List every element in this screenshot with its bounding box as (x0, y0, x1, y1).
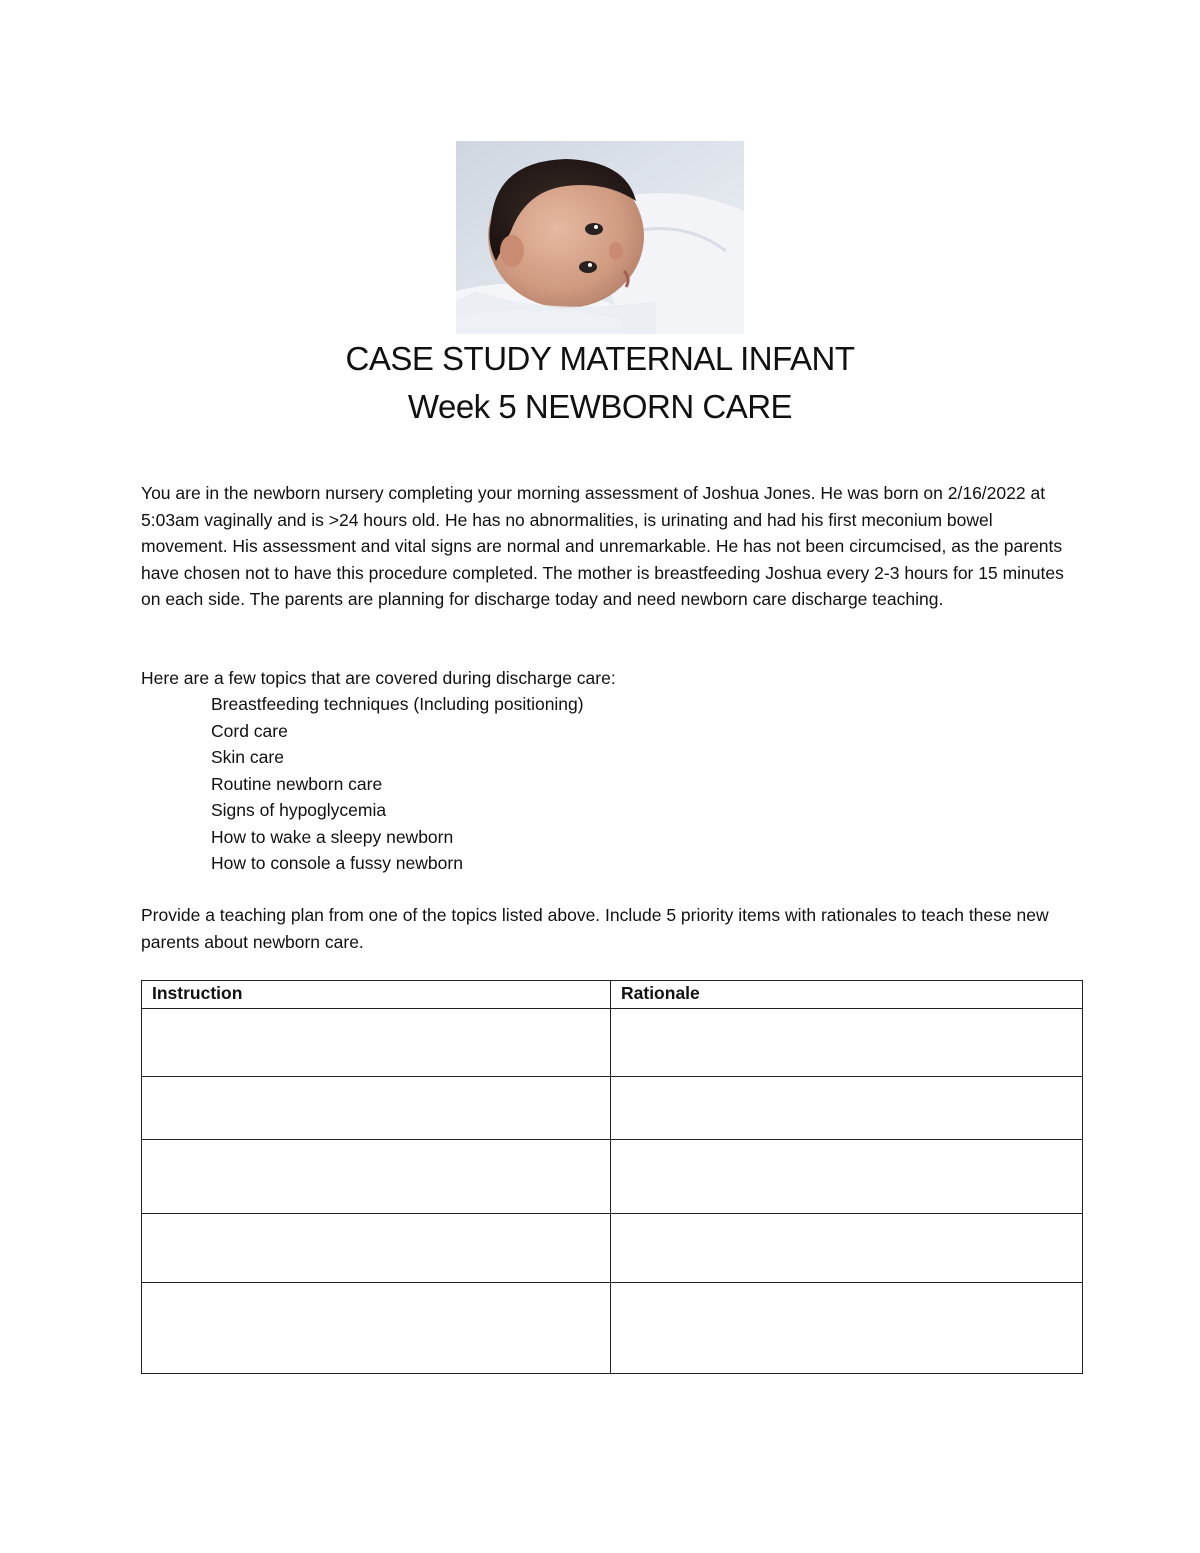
instruction-cell[interactable] (142, 1283, 611, 1374)
topics-list (211, 691, 584, 877)
table-row (142, 1140, 1083, 1214)
document-title-line1: CASE STUDY MATERNAL INFANT (345, 340, 855, 377)
instruction-cell[interactable] (142, 1214, 611, 1283)
topic-item: Skin care (211, 747, 284, 767)
topics-lead-text: Here are a few topics that are covered during discharge care: (141, 668, 616, 688)
topic-item: Cord care (211, 720, 288, 741)
topic-item: Signs of hypoglycemia (211, 800, 387, 820)
instruction-cell[interactable] (142, 1009, 611, 1077)
instruction-cell[interactable] (142, 1140, 611, 1214)
case-intro-paragraph: You are in the newborn nursery completing your morning assessment of Joshua Jones. He was born on 2/16/2022 at 5:03am vaginally and is >24 hours old. He has no abnormalities, is urinating and had his first meconium bowel movement. His assessment and vital signs are normal and unremarkable. He has not been circumcised, as the parents have chosen not to have this procedure completed. The mother is breastfeeding Joshua every 2-3 hours for 15 minutes on each side. The parents are planning for discharge today and need newborn care discharge teaching. (141, 483, 1064, 609)
table-row (142, 1077, 1083, 1140)
topic-item: How to console a fussy newborn (211, 853, 463, 873)
rationale-cell[interactable] (611, 1140, 1083, 1214)
assignment-prompt: Provide a teaching plan from one of the topics listed above. Include 5 priority items with rationales to teach these new parents about newborn care. (141, 905, 1049, 952)
topic-item: How to wake a sleepy newborn (211, 826, 454, 847)
table-row (142, 1283, 1083, 1374)
newborn-photo (456, 141, 744, 334)
table-header-row (142, 981, 1083, 1009)
topic-item: Breastfeeding techniques (Including positioning) (211, 694, 584, 714)
rationale-cell[interactable] (611, 1214, 1083, 1283)
rationale-cell[interactable] (611, 1009, 1083, 1077)
topic-item: Routine newborn care (211, 773, 383, 794)
rationale-cell[interactable] (611, 1283, 1083, 1374)
column-header-rationale: Rationale (611, 981, 1083, 1009)
instruction-cell[interactable] (142, 1077, 611, 1140)
table-row (142, 1009, 1083, 1077)
column-header-instruction: Instruction (142, 981, 611, 1009)
table-row (142, 1214, 1083, 1283)
teaching-plan-table (141, 980, 1083, 1374)
document-title-line2: Week 5 NEWBORN CARE (407, 388, 793, 425)
rationale-cell[interactable] (611, 1077, 1083, 1140)
